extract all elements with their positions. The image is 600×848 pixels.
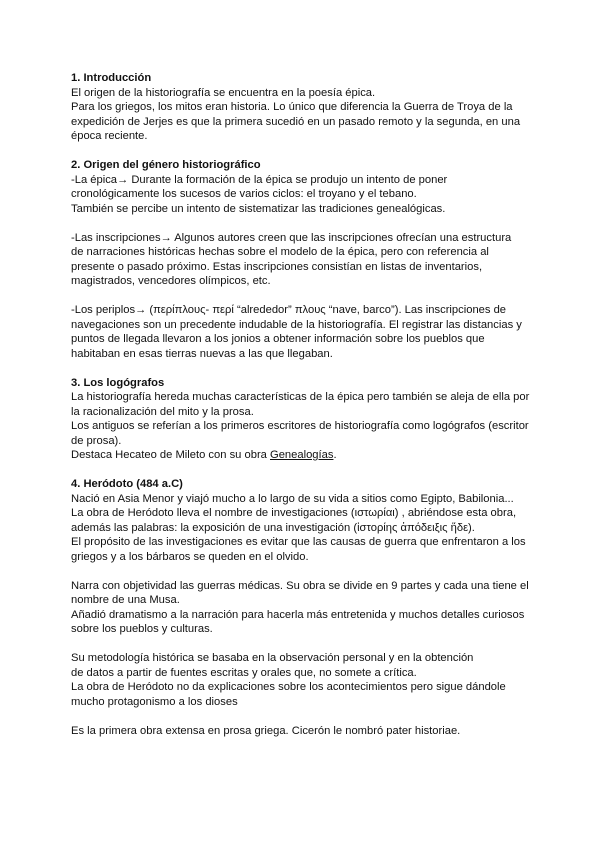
text-line: sobre los pueblos y culturas. (71, 623, 213, 635)
section-heading: 2. Origen del género historiográfico (71, 159, 261, 171)
text-line: -La épica→ Durante la formación de la épica se produjo un intento de poner (71, 173, 448, 186)
text-line: La historiografía hereda muchas características de la épica pero también se aleja de ella por (71, 391, 530, 403)
paragraph-gap (71, 709, 550, 724)
text-line: El propósito de las investigaciones es evitar que las causas de guerra que enfrentaron a los (71, 536, 526, 548)
text-line: griegos y a los bárbaros se queden en el olvido. (71, 550, 309, 563)
section-heading: 4. Heródoto (484 a.C) (71, 478, 183, 490)
text-line: habitaban en esas tierras nuevas a las que llegaban. (71, 347, 333, 360)
text-line: -Las inscripciones→ Algunos autores creen que las inscripciones ofrecían una estructura (71, 231, 512, 244)
text-line: cronológicamente los sucesos de varios ciclos: el troyano y el tebano. (71, 188, 417, 200)
section-introduccion (71, 71, 550, 144)
text-line: -Los periplos→ (περίπλους- περί “alrededor” πλους “nave, barco”). Las inscripciones de (71, 304, 507, 316)
text-line: puntos de llegada llevaron a los jonios a obtener información sobre los pueblos que (71, 333, 485, 345)
paragraph-gap (71, 564, 550, 579)
paragraph-gap (71, 637, 550, 652)
text-line: presente o pasado próximo. Estas inscripciones consistían en listas de inventarios, (71, 260, 483, 273)
text-line: La obra de Heródoto no da explicaciones sobre los acontecimientos pero sigue dándole (71, 681, 506, 693)
text-line: expedición de Jerjes es que la primera sucedió en un pasado remoto y la segunda, en una (71, 115, 521, 128)
section-origen-genero (71, 158, 550, 361)
text-line: Los antiguos se referían a los primeros escritores de historiografía como logógrafos (escritor (71, 420, 529, 432)
text-line: de datos a partir de fuentes escritas y orales que, no somete a crítica. (71, 666, 417, 679)
work-title-genealogias: Genealogías (270, 449, 334, 461)
text-line: la racionalización del mito y la prosa. (71, 405, 254, 418)
text-line: También se percibe un intento de sistematizar las tradiciones genealógicas. (71, 202, 446, 215)
text-line: Su metodología histórica se basaba en la observación personal y en la obtención (71, 652, 474, 664)
text-line: La obra de Heródoto lleva el nombre de investigaciones (ιστωρίαι) , abriéndose esta obra, (71, 507, 517, 519)
section-heading: 1. Introducción (71, 72, 152, 84)
text-line: El origen de la historiografía se encuentra en la poesía épica. (71, 86, 376, 99)
text-line: de prosa). (71, 434, 122, 447)
text-line: navegaciones son un precedente indudable de la historiografía. El registrar las distancias y (71, 318, 522, 331)
paragraph-gap (71, 289, 550, 304)
text-line: Para los griegos, los mitos eran historia. Lo único que diferencia la Guerra de Troya de la (71, 101, 513, 113)
text-line: magistrados, vencedores olímpicos, etc. (71, 275, 271, 287)
text-fragment: Destaca Hecateo de Mileto con su obra (71, 449, 270, 461)
text-line: Es la primera obra extensa en prosa griega. Cicerón le nombró pater historiae. (71, 724, 461, 737)
text-line: mucho protagonismo a los dioses (71, 695, 238, 708)
text-line (71, 448, 550, 463)
section-herodoto (71, 477, 550, 738)
text-line: Nació en Asia Menor y viajó mucho a lo largo de su vida a sitios como Egipto, Babilonia... (71, 492, 514, 505)
text-line: Añadió dramatismo a la narración para hacerla más entretenida y muchos detalles curiosos (71, 608, 525, 621)
text-line: nombre de una Musa. (71, 594, 180, 606)
text-line: época reciente. (71, 130, 148, 142)
text-line: Narra con objetividad las guerras médicas. Su obra se divide en 9 partes y cada una tiene el (71, 579, 529, 592)
text-line: además las palabras: la exposición de una investigación (ἱστορίης ἀπόδειξις ἥδε). (71, 521, 475, 534)
section-heading: 3. Los logógrafos (71, 376, 165, 389)
paragraph-gap (71, 216, 550, 231)
section-logografos (71, 376, 550, 463)
text-fragment: . (333, 449, 337, 461)
text-line: de narraciones históricas hechas sobre el modelo de la épica, pero con referencia al (71, 246, 489, 258)
